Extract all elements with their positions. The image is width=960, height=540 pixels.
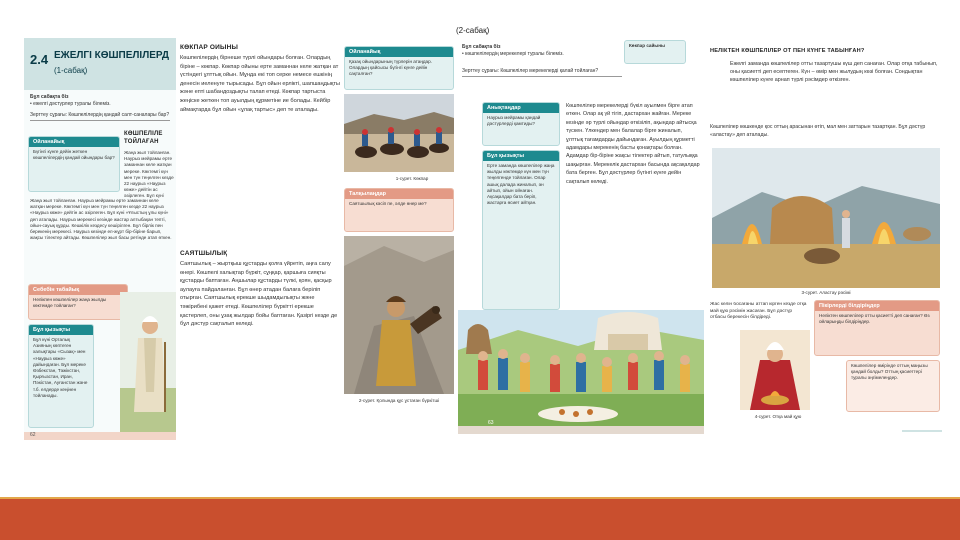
think-box-2-text: Қазақ ойындарының түрлерін атаңдар. Олардың қайсысы бүгінгі күнге дейін сақталған? <box>349 59 432 77</box>
eagle-hunter-photo <box>344 236 454 394</box>
textbook-page-62 <box>24 38 176 440</box>
find-reason-title: Себебін табайық <box>29 285 127 295</box>
think-box-2-title: Ойланайық <box>345 47 453 57</box>
fire-ritual-illustration <box>712 148 940 288</box>
research-question: Зерттеу сұрағы: Көшпелілердің қандай салт-саналары бар? <box>30 112 170 122</box>
p4-footer-line <box>902 430 942 432</box>
intro-block <box>30 94 170 121</box>
think-box-2 <box>344 46 454 90</box>
hunting-heading: САЯТШЫЛЫҚ <box>180 250 228 257</box>
discuss-title: Талқылаңдар <box>345 189 453 199</box>
page-number: 62 <box>30 432 36 438</box>
body-text-right: Жаңа жыл тойланған. Наурыз мейрамы ерте заманнан келе жатқан мереке. Көктемгі күн мен түн теңелген кезде 22 наурыз «Наурыз көже» дейтін ас әзірлеген. Бұл күні <box>124 150 174 198</box>
determine-text: Наурыз мейрамы қандай дәстүрлерді қамтиды? <box>487 115 541 127</box>
think-box-title: Ойланайық <box>29 137 119 147</box>
determine-title: Анықтаңдар <box>483 103 559 113</box>
lesson-number: 2.4 <box>30 52 49 67</box>
top-crop-label: (2-сабақ) <box>456 26 490 35</box>
textbook-page-63 <box>458 38 704 434</box>
textbook-page-kokpar <box>176 38 458 440</box>
p4-question-text: Көшпелілер өмірінде оттың маңызы қандай болды? Оттың қасиеттері туралы әңгімелеңдер. <box>851 363 928 381</box>
p4-text1: Ежелгі заманда көшпелілер отты тазартушы күш деп санаған. Олар отқа табынып, оны қасиетті деп есептеген. Күн – өмір мен жылудың көзі болған. Сондықтан көшпелілер күнге арнап түрлі рәсімдер өткізген. <box>730 61 938 83</box>
p3-interesting-text: Ерте заманда көшпелілер жаңа жылды көктемде күн мен түн теңелгенде тойлаған. Олар ашық далада жиналып, ән айтып, ойын ойнаған. Ақсақалдар бата беріп, жастарға өсиет айтқан. <box>487 163 555 206</box>
p3-body-text: Көшпелілер мерекелерді бүкіл ауылмен бірге атап өткен. Олар ақ үй тігіп, дастархан жайған. Мереке кезінде әр түрлі ойындар өткізіліп, ақындар айтысқа түскен. Үлкендер мен балалар бірге жиналып, ұлттық тағамдарды дайындаған. Ауылдың құрметті адамдары мерекенің басты қонақтары болған. Адамдар бір-біріне жақсы тілектер айтып, татулыққа шақырған. Мерекелік дастархан басында ақсақалдар бата берген. Бұл дәстүрлер бүгінгі күнге дейін сақталып келеді. <box>566 103 700 185</box>
find-reason-text: Нелікпен көшпелілер жаңа жылды көктемде тойлаған? <box>33 297 107 309</box>
determine-box <box>482 102 560 146</box>
opinion-box <box>814 300 940 356</box>
hunting-text: Саятшылық – жыртқыш құстарды қолға үйретіп, аңға салу өнері. Көшпелі халықтар бүркіт, сұңқар, қаршыға сияқты құстарды баптаған. Аңшылар құстарды түлкі, қоян, қасқыр аулауға пайдаланған. Бұл өнер атадан балаға беріліп отырған. Саятшылық ерекше шыдамдылықты және тәжірибені қажет етеді. Көшпелілер бүркітті ерекше қастерлеп, оны ұзақ жылдар бойы баптаған. Қазіргі кезде де бұл дәстүр сақталып келеді. <box>180 261 338 328</box>
p3-intro <box>462 44 622 77</box>
page-footer-bar <box>24 432 176 440</box>
p3-tag-box <box>624 40 686 64</box>
lesson-subtitle: (1-сабақ) <box>54 66 88 75</box>
p4-question-box <box>846 360 940 412</box>
p3-interesting-box <box>482 150 560 310</box>
p3-intro-label: Бұл сабақта біз <box>462 44 501 50</box>
p4-left-text: Жас келін босағаны аттап кірген кезде отқа май құю рәсімін жасаған. Бұл дәстүр отбасы берекесін білдіреді. <box>710 302 807 321</box>
p4-fig2-caption: 4-сурет. Отқа май құю <box>754 414 802 419</box>
find-reason-box <box>28 284 128 320</box>
kokpar-heading: КӨКПАР ОЙЫНЫ <box>180 44 239 51</box>
kokpar-text: Көшпелілердің бірнеше түрлі ойындары болған. Олардың біріне – көкпар. Көкпар ойыны ерте заманнан келе жатқан ат үстіндегі ұлттық ойын. Мұнда екі топ серке немесе ешкінің денесін иеленуге тырысады. Бұл ойын ерлікті, шапшаңдықты және епті шабандоздықты талап етеді. Көкпар тартыста жеңіске жеткен топ ауылдың құрметіне ие болады. Кейбір аймақтарда бұл ойын «ұлақ тартыс» деп те аталады. <box>180 55 340 113</box>
p3-interesting-title: Бұл қызықты <box>483 151 559 161</box>
p4-fig-caption: 3-сурет. Аластау рәсімі <box>801 290 851 295</box>
p3-page-number: 63 <box>488 420 494 426</box>
elder-illustration <box>120 292 176 432</box>
p3-footer-bar <box>458 426 704 434</box>
bride-ritual-illustration <box>740 330 810 410</box>
intro-text: • ежелгі дәстүрлер туралы білеміз. <box>30 100 111 107</box>
interesting-box <box>28 324 94 428</box>
interesting-text: Бұл күні Орталық Азияның көптеген халықтары «Сызақ» мен «Наурыз көже» дайындаған. Бұл мереке Өзбекстан, Тәжікстан, Қырғызстан, Иран, Пәкістан, Ауғанстан және т.б. елдерде кеңінен тойланады. <box>33 337 88 398</box>
intro-label: Бұл сабақта біз <box>30 94 69 100</box>
lesson-title: ЕЖЕЛГІ КӨШПЕЛІЛЕРД <box>54 50 170 61</box>
think-box-text: Бүгінгі күнге дейін жеткен көшпелілердің қандай ойындары бар? <box>33 149 115 161</box>
p4-text2: Көшпелілер көшкенде қос оттың арасынан өтіп, мал мен заттарын тазартқан. Бұл дәстүр «аластау» деп аталады. <box>710 124 926 138</box>
p3-tag: Көкпар сайыны <box>629 43 665 48</box>
section-heading: КӨШПЕЛІЛЕ ТОЙЛАҒАН <box>124 131 163 145</box>
opinion-title: Пікірлерді білдіріңдер <box>815 301 939 311</box>
p3-research-question: Зерттеу сұрағы: Көшпелілер мерекелерді қалай тойлаған? <box>462 68 622 78</box>
slide-footer-band <box>0 499 960 540</box>
lesson-title-band <box>24 38 176 90</box>
discuss-box <box>344 188 454 232</box>
body-text: Жаңа жыл тойланған. Наурыз мейрамы ерте заманнан келе жатқан мереке. Көктемгі күн мен түн теңелген кезде 22 наурыз «Наурыз көже» дейтін ас әзірлеген. Бұл күні «Ұлыстың ұлы күні» деп аталады. Наурыз мерекесі кезінде жастар алтыбақан тепті, ойын-сауық құрды. Кешкілік кездесу кешірілген. Бұл бірлік пен берекенің мерекесі. Наурыз кезінде ел-жұрт бір-біріне барып, жақсы тілектер айтады. Көшпелілер жыл басы ретінде атап өткен. <box>30 198 172 241</box>
festival-illustration <box>458 310 704 434</box>
opinion-text: Неліктен көшпелілер отты қасиетті деп санаған? Өз ойларыңды білдіріңдер. <box>819 313 930 325</box>
p4-heading: НЕЛІКТЕН КӨШПЕЛІЛЕР ОТ ПЕН КҮНГЕ ТАБЫНҒАН? <box>710 48 865 54</box>
kokpar-photo <box>344 94 454 172</box>
p3-intro-text: • көшпелілердің мерекелері туралы білеміз. <box>462 50 564 57</box>
think-box <box>28 136 120 192</box>
discuss-text: Саятшылық кәсіп пе, әлде өнер ме? <box>349 201 427 206</box>
kokpar-caption: 1-сурет. Көкпар <box>395 176 429 181</box>
textbook-page-fire <box>706 38 946 434</box>
interesting-title: Бұл қызықты <box>29 325 93 335</box>
eagle-caption: 2-сурет. Қолында құс ұстаған бүркітші <box>358 398 440 403</box>
